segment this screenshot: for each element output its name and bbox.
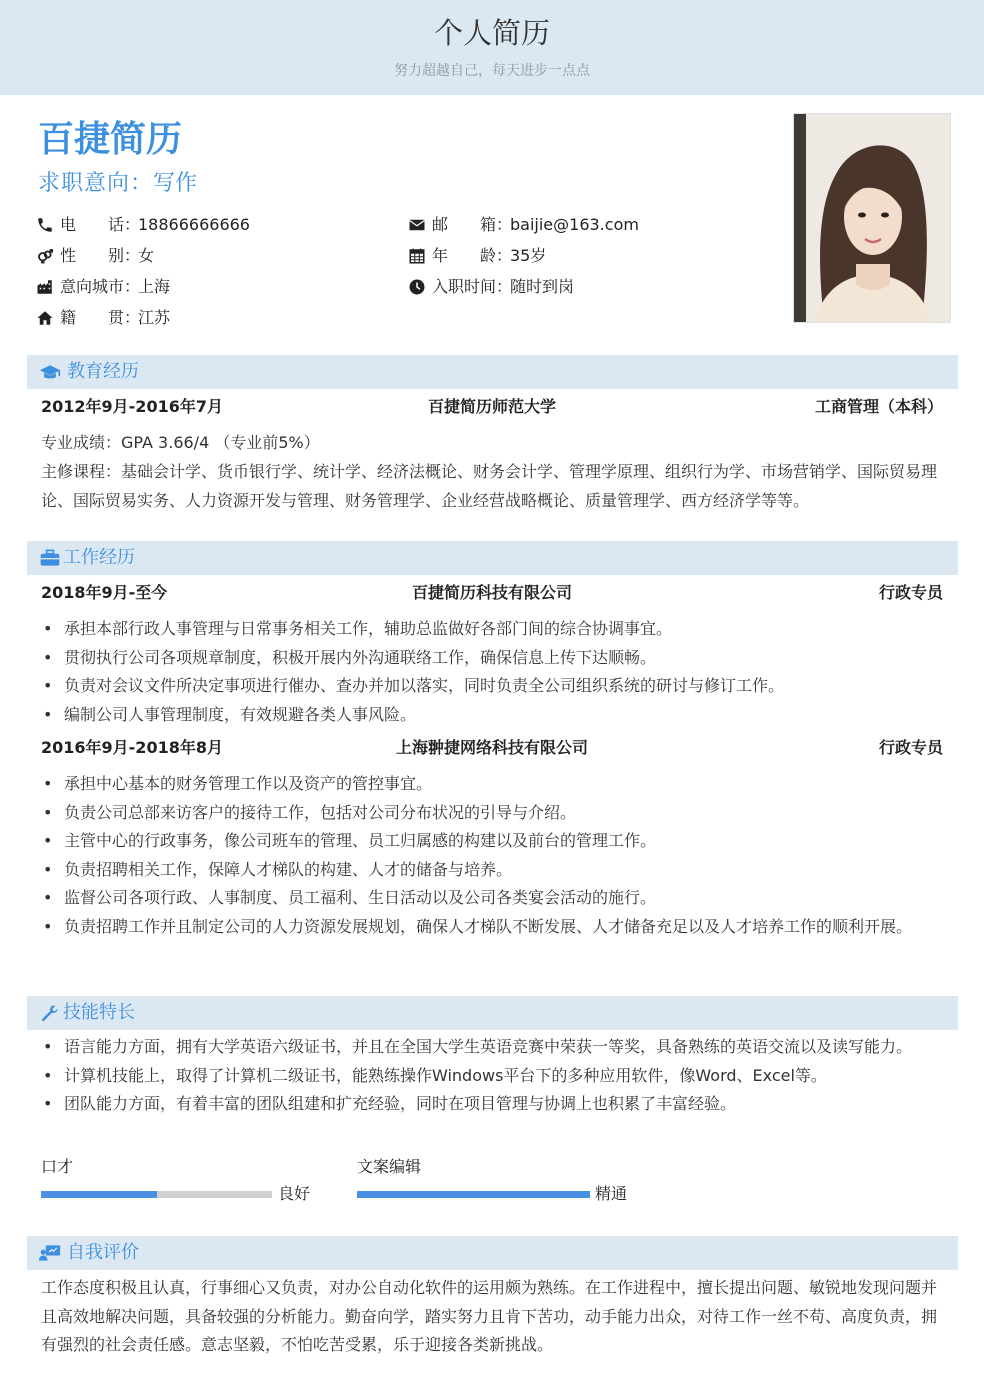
graduation-cap-icon (39, 363, 61, 381)
job-duties (41, 770, 941, 941)
skill-bar-fill (41, 1191, 157, 1198)
section-title: 工作经历 (63, 547, 135, 568)
section-education (27, 355, 958, 389)
info-gender (36, 244, 154, 268)
info-label: 电 话： (60, 215, 141, 234)
skill-bar-level: 良好 (278, 1184, 311, 1203)
skill-bar-name: 口才 (41, 1157, 74, 1176)
skill-item: • 计算机技能上，取得了计算机二级证书，能熟练操作Windows平台下的多种应用软件，像Word、Excel等。 (41, 1062, 941, 1091)
skill-item: • 语言能力方面，拥有大学英语六级证书，并且在全国大学生英语竞赛中荣获一等奖，具备熟练的英语交流以及读写能力。 (41, 1033, 941, 1062)
duty-item: • 贯彻执行公司各项规章制度，积极开展内外沟通联络工作，确保信息上传下达顺畅。 (41, 644, 941, 673)
skill-bar-track (357, 1191, 590, 1198)
skill-bar-track (41, 1191, 272, 1198)
job-company: 上海翀捷网络科技有限公司 (395, 738, 588, 757)
duty-item: • 负责招聘工作并且制定公司的人力资源发展规划，确保人才梯队不断发展、人才储备充足以及人才培养工作的顺利开展。 (41, 913, 941, 942)
mail-icon (408, 216, 426, 234)
section-title: 教育经历 (67, 361, 139, 382)
profile-photo (793, 113, 951, 323)
page-title: 个人简历 (433, 16, 550, 50)
gender-icon (36, 247, 54, 265)
job-period: 2018年9月-至今 (41, 583, 168, 602)
education-grades: 专业成绩：GPA 3.66/4 （专业前5%） (41, 433, 320, 452)
info-label: 性 别： (60, 246, 141, 265)
job-header-row (41, 735, 943, 761)
skill-bar-fill (357, 1191, 590, 1198)
calendar-icon (408, 247, 426, 265)
skills-list (41, 1033, 941, 1119)
skill-bar-name: 文案编辑 (357, 1157, 422, 1176)
job-position: 行政专员 (878, 583, 943, 602)
info-label: 邮 箱： (432, 215, 513, 234)
education-header-row (41, 394, 943, 420)
section-skills (27, 996, 958, 1030)
info-city (36, 275, 170, 299)
duty-item: • 负责招聘相关工作，保障人才梯队的构建、人才的储备与培养。 (41, 856, 941, 885)
section-work (27, 541, 958, 575)
info-age (408, 244, 546, 268)
job-intent-label: 求职意向： (38, 171, 154, 196)
info-label: 入职时间： (432, 277, 513, 296)
skill-bar-level: 精通 (595, 1184, 628, 1203)
wrench-icon (39, 1004, 61, 1022)
duty-item: • 监督公司各项行政、人事制度、员工福利、生日活动以及公司各类宴会活动的施行。 (41, 884, 941, 913)
info-value: 女 (138, 246, 155, 265)
duty-item: • 主管中心的行政事务，像公司班车的管理、员工归属感的构建以及前台的管理工作。 (41, 827, 941, 856)
presenter-icon (39, 1244, 61, 1262)
info-hometown (36, 306, 170, 330)
home-icon (36, 309, 54, 327)
duty-item: • 负责公司总部来访客户的接待工作，包括对公司分布状况的引导与介绍。 (41, 799, 941, 828)
info-value: 随时到岗 (510, 277, 575, 296)
info-email (408, 213, 639, 237)
education-major: 工商管理（本科） (814, 397, 943, 416)
section-self-evaluation (27, 1236, 958, 1270)
job-intent-value: 写作 (153, 171, 198, 196)
header-banner (0, 0, 984, 95)
job-position: 行政专员 (878, 738, 943, 757)
self-evaluation-text: 工作态度积极且认真，行事细心又负责，对办公自动化软件的运用颇为熟练。在工作进程中，擅长提出问题、敏锐地发现问题并且高效地解决问题，具备较强的分析能力。勤奋向学，踏实努力且肯下苦功，动手能力出众，对待工作一丝不苟、高度负责，拥有强烈的社会责任感。意志坚毅，不怕吃苦受累，乐于迎接各类新挑战。 (41, 1278, 938, 1354)
section-title: 技能特长 (63, 1002, 135, 1023)
info-value: 35岁 (510, 246, 547, 265)
info-value: 上海 (138, 277, 171, 296)
portrait-image (794, 114, 950, 322)
info-label: 年 龄： (432, 246, 513, 265)
job-company: 百捷简历科技有限公司 (411, 583, 572, 602)
skill-item: • 团队能力方面，有着丰富的团队组建和扩充经验，同时在项目管理与协调上也积累了丰富经验。 (41, 1090, 941, 1119)
job-duties (41, 615, 941, 729)
briefcase-icon (39, 549, 61, 567)
info-value: 18866666666 (138, 215, 250, 234)
duty-item: • 负责对会议文件所决定事项进行催办、查办并加以落实，同时负责全公司组织系统的研讨与修订工作。 (41, 672, 941, 701)
education-school: 百捷简历师范大学 (427, 397, 556, 416)
duty-item: • 承担中心基本的财务管理工作以及资产的管控事宜。 (41, 770, 941, 799)
duty-item: • 承担本部行政人事管理与日常事务相关工作，辅助总监做好各部门间的综合协调事宜。 (41, 615, 941, 644)
education-courses: 主修课程：基础会计学、货币银行学、统计学、经济法概论、财务会计学、管理学原理、组织行为学、市场营销学、国际贸易理论、国际贸易实务、人力资源开发与管理、财务管理学、企业经营战略概论、质量管理学、西方经济学等等。 (41, 462, 938, 510)
info-phone (36, 213, 250, 237)
education-period: 2012年9月-2016年7月 (41, 397, 223, 416)
candidate-name: 百捷简历 (38, 119, 183, 160)
info-label: 意向城市： (60, 277, 141, 296)
info-label: 籍 贯： (60, 308, 141, 327)
info-value: baijie@163.com (510, 215, 639, 234)
job-header-row (41, 580, 943, 606)
job-intent (38, 168, 197, 200)
clock-icon (408, 278, 426, 296)
job-period: 2016年9月-2018年8月 (41, 738, 223, 757)
page-subtitle: 努力超越自己，每天进步一点点 (394, 63, 590, 79)
phone-icon (36, 216, 54, 234)
section-title: 自我评价 (67, 1242, 139, 1263)
info-value: 江苏 (138, 308, 171, 327)
duty-item: • 编制公司人事管理制度，有效规避各类人事风险。 (41, 701, 941, 730)
city-icon (36, 278, 54, 296)
info-start-date (408, 275, 574, 299)
